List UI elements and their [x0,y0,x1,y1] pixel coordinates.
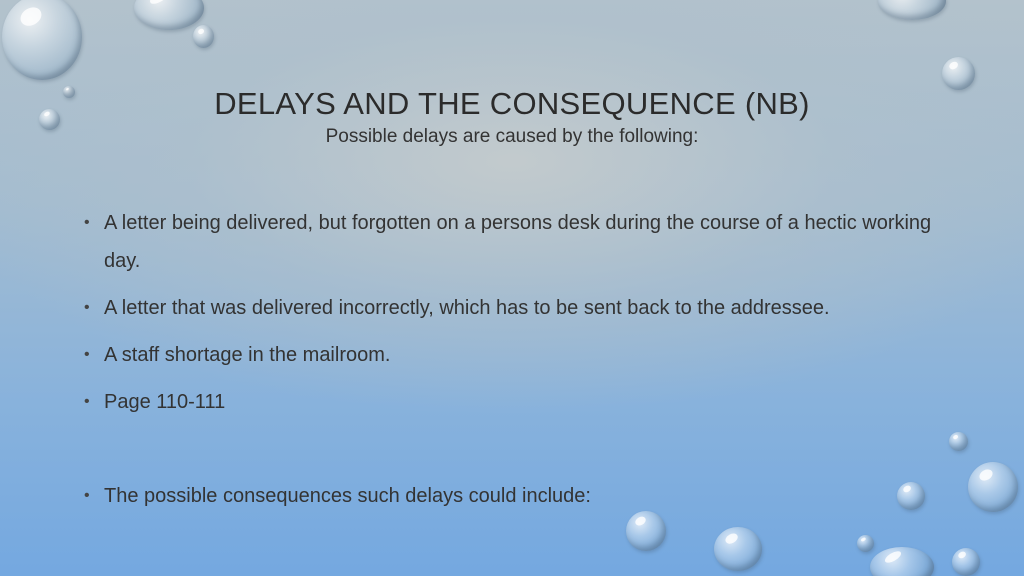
water-droplet-icon [626,511,666,551]
slide-title: DELAYS AND THE CONSEQUENCE (NB) [214,86,810,121]
bullet-text: A letter being delivered, but forgotten on a persons desk during the course of a hectic working day. [104,212,932,272]
bullet-item [84,289,934,327]
water-droplet-icon [870,547,934,576]
bullet-icon: • [84,299,90,316]
bullet-text: The possible consequences such delays could include: [104,485,591,507]
water-droplet-icon [949,432,968,451]
water-droplet-icon [878,0,946,20]
bullet-icon: • [84,393,90,410]
water-droplet-icon [968,462,1018,512]
bullet-item [84,477,934,515]
title-block [0,84,1024,148]
bullet-icon: • [84,346,90,363]
water-droplet-icon [2,0,82,80]
water-droplet-icon [193,25,214,48]
bullet-text: A staff shortage in the mailroom. [104,344,391,366]
bullet-item [84,204,934,280]
water-droplet-icon [952,548,980,576]
bullet-text: A letter that was delivered incorrectly, which has to be sent back to the addressee. [104,297,830,319]
water-droplet-icon [714,527,762,571]
water-droplet-icon [134,0,204,30]
bullet-icon: • [84,487,90,504]
bullet-icon: • [84,214,90,231]
slide-subtitle: Possible delays are caused by the following: [325,126,699,147]
bullet-list [84,204,934,515]
bullet-item [84,383,934,421]
water-droplet-icon [857,535,874,552]
bullet-item [84,336,934,374]
bullet-text: Page 110-111 [104,391,226,413]
